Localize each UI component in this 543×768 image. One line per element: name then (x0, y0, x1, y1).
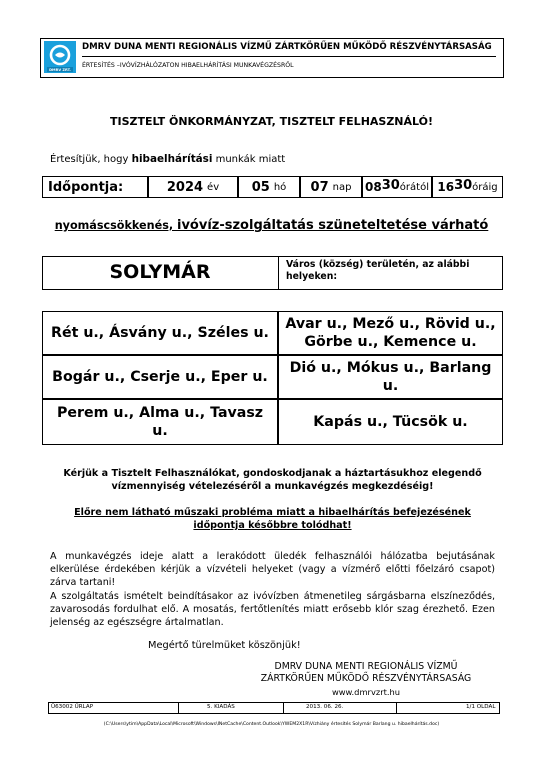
month-cell (238, 176, 300, 198)
document-subtitle: ÉRTESÍTÉS –IVÓVÍZHÁLÓZATON HIBAELHÁRÍTÁSI MUNKAVÉGZÉSRŐL (82, 62, 294, 69)
headline-part1: nyomáscsökkenés, (54, 219, 177, 232)
year-value: 2024 (166, 179, 204, 195)
file-path: (C:\Users\ytim\AppData\Local\Microsoft\Windows\INetCache\Content.Outlook\YWEM2X1R\Vízhiány értesítés Solymár Barlang u. hibaelhárítás.doc) (103, 722, 440, 727)
city-name: SOLYMÁR (109, 261, 211, 283)
footer-form-number: Ü63002 ŰRLAP (51, 704, 94, 710)
thanks-line: Megértő türelmüket köszönjük! (148, 640, 301, 651)
date-label: Időpontja: (48, 179, 124, 195)
city-note: Város (község) területén, az alábbi helyeken: (286, 259, 470, 282)
signature-website: www.dmrvzrt.hu (331, 686, 401, 697)
end-time-cell: 16 $^{30}$ óráig (432, 176, 503, 198)
intro-highlight: hibaelhárítási (131, 153, 213, 165)
intro-after: munkák miatt (212, 154, 286, 165)
footer-page: 1/1 OLDAL (466, 704, 496, 710)
footer-table (48, 702, 500, 714)
day-cell (300, 176, 362, 198)
street-cell: Perem u., Alma u., Tavasz u. (42, 399, 278, 445)
street-cell: Dió u., Mókus u., Barlang u. (278, 355, 503, 399)
headline-part2: ivóvíz-szolgáltatás szüneteltetése várható (177, 218, 489, 233)
start-suffix: órától (399, 181, 429, 193)
signature-line-1: DMRV DUNA MENTI REGIONÁLIS VÍZMŰ (274, 661, 458, 672)
street-cell: Avar u., Mező u., Rövid u., Görbe u., Kemence u. (278, 311, 503, 355)
start-hour: 08 (365, 180, 382, 194)
paragraph-valves: A munkavégzés ideje alatt a lerakódott üledék felhasználói hálózatba bejutásának elkerülése érdekében kérjük a vízvételi helyeket (vagy a vízmérő előtti főelzáró csapot) zárva tartani! (50, 551, 495, 588)
footer-divider (178, 702, 179, 714)
day-value: 07 (310, 179, 329, 195)
outage-headline (0, 218, 543, 233)
month-unit: hó (273, 181, 287, 193)
logo-text: DMRV ZRT. (49, 68, 71, 72)
year-cell (148, 176, 238, 198)
footer-divider (283, 702, 284, 714)
footer-divider (396, 702, 397, 714)
intro-before: Értesítjük, hogy (50, 154, 132, 165)
footer-date: 2013. 06. 26. (306, 704, 344, 710)
header-divider (82, 56, 496, 57)
end-suffix: óráig (472, 181, 498, 193)
start-time-cell: 08 $^{30}$ órától (362, 176, 432, 198)
city-divider (278, 256, 279, 290)
street-cell: Bogár u., Cserje u., Eper u. (42, 355, 278, 399)
signature-line-2: ZÁRTKÖRŰEN MŰKÖDŐ RÉSZVÉNYTÁRSASÁG (260, 673, 472, 685)
delay-warning: Előre nem látható műszaki probléma miatt a hibaelhárítás befejezésének időpontja későbbre tolódhat! (74, 507, 471, 531)
intro-text (50, 153, 285, 165)
footer-edition: 5. KIADÁS (207, 704, 235, 710)
end-hour: 16 (437, 180, 455, 194)
org-title: DMRV DUNA MENTI REGIONÁLIS VÍZMŰ ZÁRTKÖRŰEN MŰKÖDŐ RÉSZVÉNYTÁRSASÁG (82, 42, 492, 52)
signature-block (246, 661, 486, 698)
year-unit: év (207, 181, 220, 193)
water-storage-request: Kérjük a Tisztelt Felhasználókat, gondoskodjanak a háztartásukhoz elegendő vízmennyiség vételezéséről a munkavégzés megkezdéséig! (63, 468, 482, 492)
street-cell: Rét u., Ásvány u., Széles u. (42, 311, 278, 355)
month-value: 05 (251, 179, 270, 195)
date-label-cell (42, 176, 148, 198)
day-unit: nap (332, 181, 352, 193)
paragraph-discoloration: A szolgáltatás ismételt beindításakor az ivóvízben átmenetileg sárgásbarna elszíneződés, zavarosodás fordulhat elő. A mosatás, fertőtlenítés miatt erősebb klór szag érezhető. Ezen jelenség az egészségre ártalmatlan. (50, 591, 495, 628)
street-cell: Kapás u., Tücsök u. (278, 399, 503, 445)
dmrv-logo (44, 41, 76, 73)
greeting-heading: TISZTELT ÖNKORMÁNYZAT, TISZTELT FELHASZNÁLÓ! (109, 115, 434, 128)
